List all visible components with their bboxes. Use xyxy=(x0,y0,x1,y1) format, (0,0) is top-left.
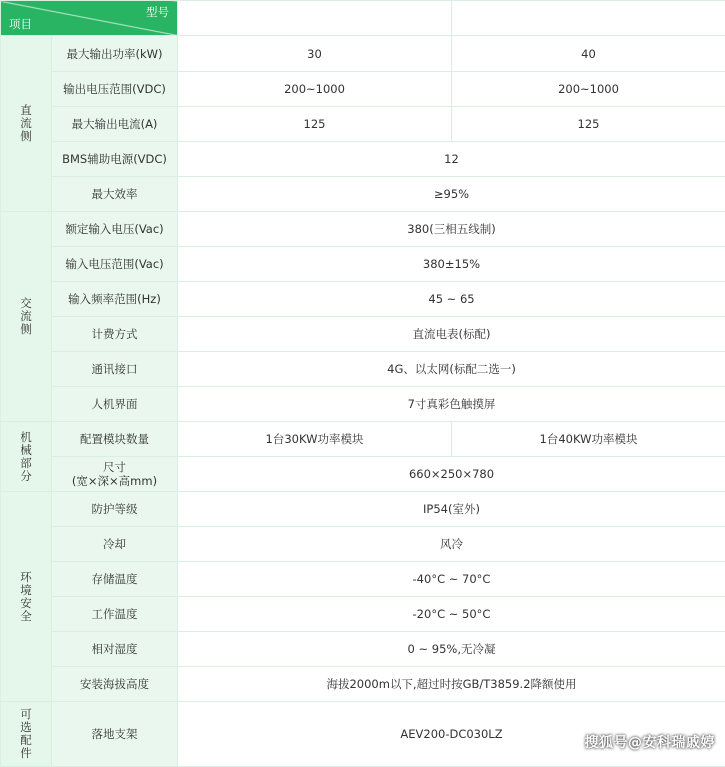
row-label: BMS辅助电源(VDC) xyxy=(52,142,178,177)
table-row xyxy=(1,667,725,702)
row-label: 通讯接口 xyxy=(52,352,178,387)
row-label: 输入电压范围(Vac) xyxy=(52,247,178,282)
value-cell: 30 xyxy=(178,36,452,72)
category-ac-side xyxy=(1,212,52,422)
header-row xyxy=(1,1,725,36)
row-label: 输出电压范围(VDC) xyxy=(52,72,178,107)
row-label xyxy=(52,457,178,492)
table-row xyxy=(1,72,725,107)
category-label: 机 械 部 分 xyxy=(20,430,32,483)
value-cell: 40 xyxy=(452,36,725,72)
value-cell: ≥95% xyxy=(178,177,725,212)
category-dc-side xyxy=(1,36,52,212)
row-label: 计费方式 xyxy=(52,317,178,352)
value-cell: 380±15% xyxy=(178,247,725,282)
table-row xyxy=(1,212,725,247)
category-label: 可 选 配 件 xyxy=(20,707,32,760)
category-label: 交 流 侧 xyxy=(20,296,32,336)
row-label: 工作温度 xyxy=(52,597,178,632)
value-cell: 1台40KW功率模块 xyxy=(452,422,725,457)
table-row xyxy=(1,107,725,142)
model-2-header: AEV200-DC040D xyxy=(452,1,725,36)
category-optional xyxy=(1,702,52,767)
row-label: 最大输出电流(A) xyxy=(52,107,178,142)
value-cell: 200~1000 xyxy=(452,72,725,107)
value-cell: 125 xyxy=(452,107,725,142)
table-row xyxy=(1,632,725,667)
table-row xyxy=(1,457,725,492)
row-label: 人机界面 xyxy=(52,387,178,422)
item-header-label: 项目 xyxy=(9,16,32,32)
row-label: 冷却 xyxy=(52,527,178,562)
category-environment xyxy=(1,492,52,702)
category-mechanical xyxy=(1,422,52,492)
value-cell: AEV200-DC030LZ xyxy=(178,702,725,767)
value-cell: 4G、以太网(标配二选一) xyxy=(178,352,725,387)
category-label: 直 流 侧 xyxy=(20,103,32,143)
value-cell: 125 xyxy=(178,107,452,142)
category-label: 环 境 安 全 xyxy=(20,570,32,623)
model-header-label: 型号 xyxy=(146,4,169,20)
value-cell: 12 xyxy=(178,142,725,177)
row-label: 安装海拔高度 xyxy=(52,667,178,702)
row-label: 落地支架 xyxy=(52,702,178,767)
table-row xyxy=(1,352,725,387)
table-row xyxy=(1,597,725,632)
watermark: 搜狐号@安科瑞戚婷 xyxy=(585,732,716,752)
value-cell: 45 ~ 65 xyxy=(178,282,725,317)
row-label-text: 尺寸 (宽×深×高mm) xyxy=(72,460,157,488)
table-row xyxy=(1,282,725,317)
table-row xyxy=(1,527,725,562)
row-label: 最大效率 xyxy=(52,177,178,212)
table-row xyxy=(1,562,725,597)
value-cell: -20°C ~ 50°C xyxy=(178,597,725,632)
table-row xyxy=(1,317,725,352)
row-label: 配置模块数量 xyxy=(52,422,178,457)
table-row xyxy=(1,36,725,72)
model-1-header: AEV200-DC030D xyxy=(178,1,452,36)
value-cell: 直流电表(标配) xyxy=(178,317,725,352)
value-cell: 660×250×780 xyxy=(178,457,725,492)
row-label: 输入频率范围(Hz) xyxy=(52,282,178,317)
table-row xyxy=(1,142,725,177)
value-cell: 380(三相五线制) xyxy=(178,212,725,247)
table-row xyxy=(1,177,725,212)
value-cell: 风冷 xyxy=(178,527,725,562)
row-label: 相对湿度 xyxy=(52,632,178,667)
row-label: 防护等级 xyxy=(52,492,178,527)
value-cell: 1台30KW功率模块 xyxy=(178,422,452,457)
value-cell: IP54(室外) xyxy=(178,492,725,527)
value-cell: 200~1000 xyxy=(178,72,452,107)
table-row xyxy=(1,387,725,422)
value-cell: 海拔2000m以下,超过时按GB/T3859.2降额使用 xyxy=(178,667,725,702)
value-cell: 0 ~ 95%,无冷凝 xyxy=(178,632,725,667)
row-label: 存储温度 xyxy=(52,562,178,597)
table-row xyxy=(1,247,725,282)
value-cell: -40°C ~ 70°C xyxy=(178,562,725,597)
value-cell: 7寸真彩色触摸屏 xyxy=(178,387,725,422)
table-row xyxy=(1,492,725,527)
diagonal-header-cell xyxy=(1,1,178,36)
table-row xyxy=(1,422,725,457)
row-label: 最大输出功率(kW) xyxy=(52,36,178,72)
row-label: 额定输入电压(Vac) xyxy=(52,212,178,247)
